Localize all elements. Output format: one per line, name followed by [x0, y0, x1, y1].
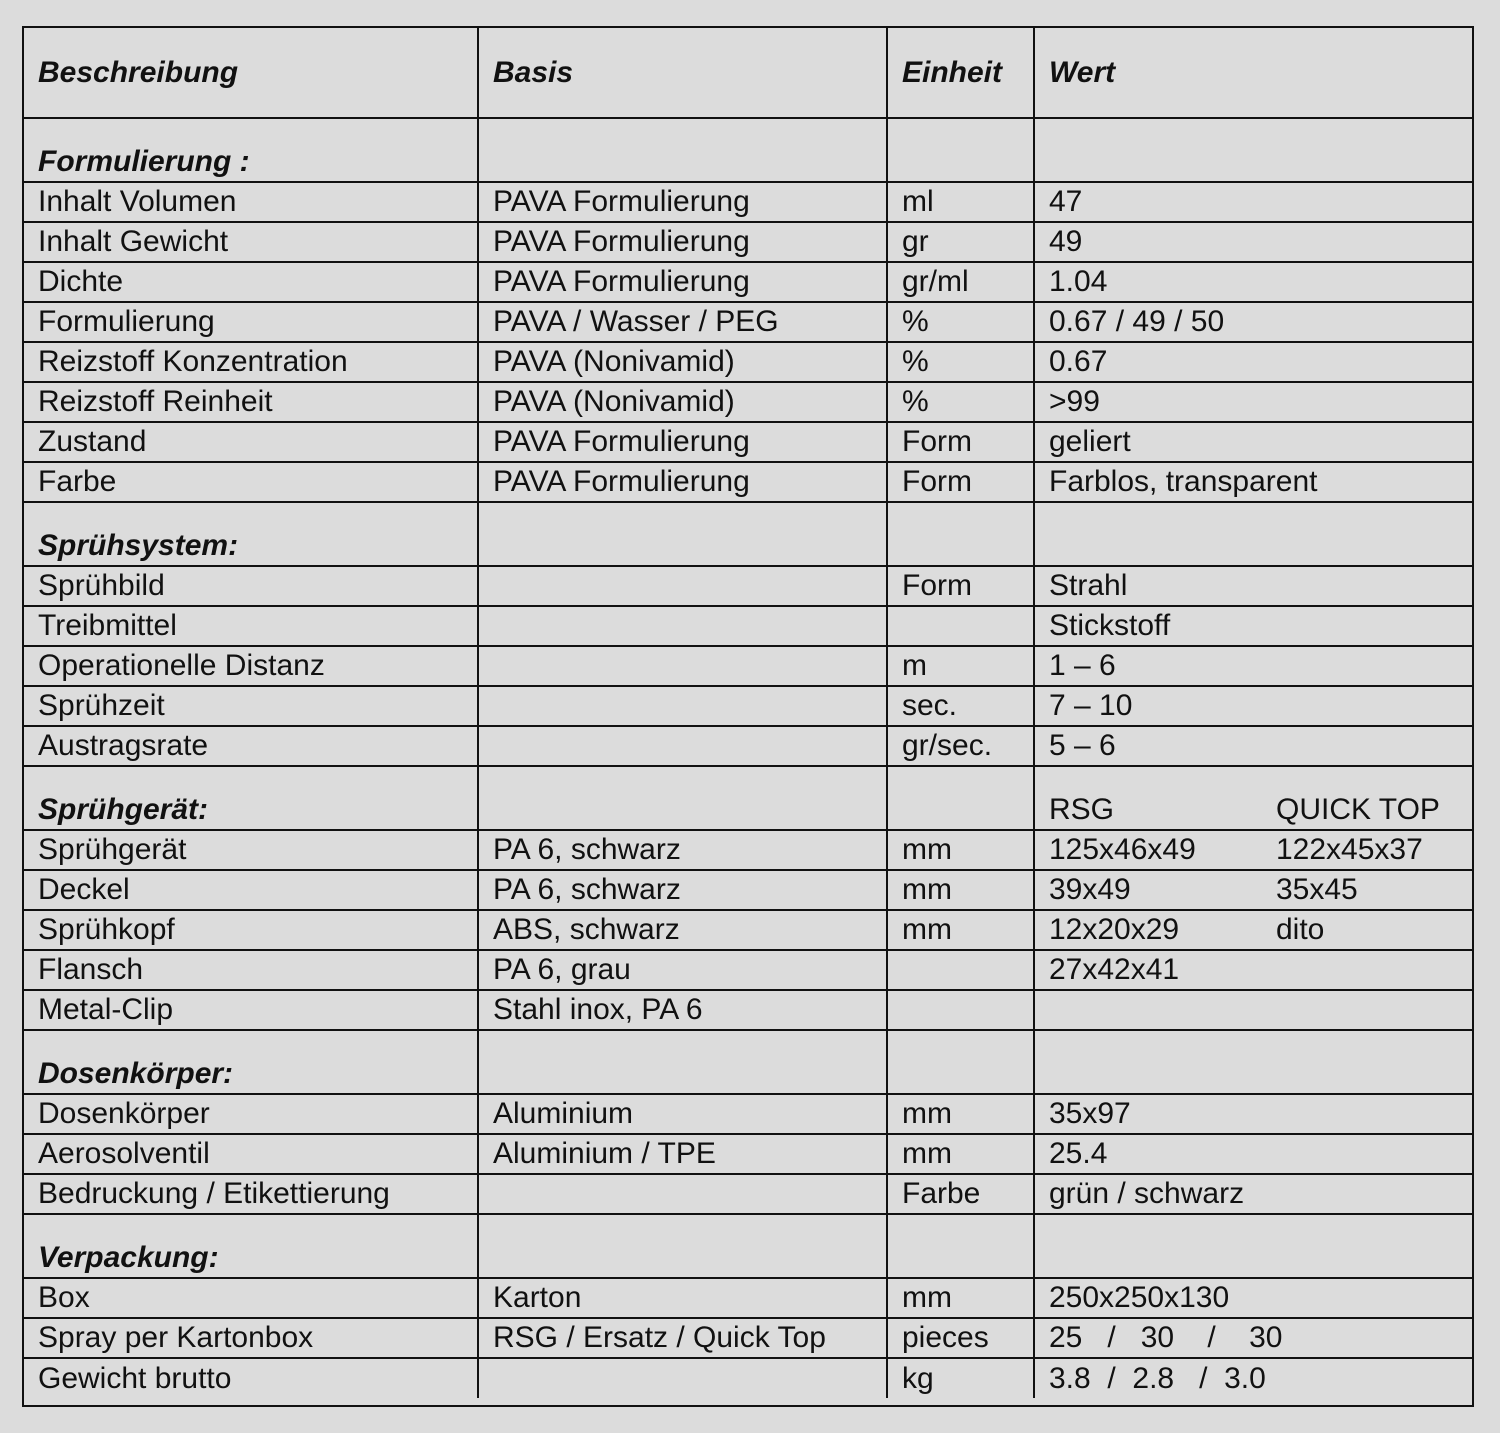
cell-einheit: gr	[887, 222, 1034, 262]
cell-beschreibung: Sprühkopf	[24, 910, 478, 950]
cell-beschreibung: Sprühbild	[24, 566, 478, 606]
cell-beschreibung: Inhalt Gewicht	[24, 222, 478, 262]
value-quick-top: 35x45	[1276, 873, 1358, 906]
cell-basis: PAVA Formulierung	[478, 222, 887, 262]
cell-wert: geliert	[1034, 422, 1474, 462]
table-row	[24, 342, 1474, 382]
cell-basis: PA 6, grau	[478, 950, 887, 990]
cell-beschreibung: Dichte	[24, 262, 478, 302]
cell-beschreibung: Spray per Kartonbox	[24, 1318, 478, 1358]
cell-wert	[1034, 830, 1474, 870]
cell-wert: 1.04	[1034, 262, 1474, 302]
cell-beschreibung: Inhalt Volumen	[24, 182, 478, 222]
cell-basis: PAVA Formulierung	[478, 182, 887, 222]
cell-einheit: %	[887, 382, 1034, 422]
table-row	[24, 422, 1474, 462]
cell-basis	[478, 1174, 887, 1214]
cell-basis: PAVA (Nonivamid)	[478, 382, 887, 422]
cell-basis	[478, 726, 887, 766]
cell-wert: Farblos, transparent	[1034, 462, 1474, 502]
cell-einheit	[887, 950, 1034, 990]
table-row	[24, 566, 1474, 606]
cell-beschreibung: Austragsrate	[24, 726, 478, 766]
specification-table-container	[22, 26, 1474, 1407]
cell-beschreibung: Bedruckung / Etikettierung	[24, 1174, 478, 1214]
value-rsg: 39x49	[1049, 873, 1131, 906]
table-row	[24, 462, 1474, 502]
section-title: Formulierung :	[24, 118, 478, 182]
cell-einheit: %	[887, 342, 1034, 382]
cell-einheit: mm	[887, 1278, 1034, 1318]
table-row	[24, 1174, 1474, 1214]
cell-wert: 5 – 6	[1034, 726, 1474, 766]
section-row-spruehgeraet	[24, 766, 1474, 830]
cell-wert: 0.67	[1034, 342, 1474, 382]
cell-wert: 250x250x130	[1034, 1278, 1474, 1318]
cell-basis: PAVA Formulierung	[478, 422, 887, 462]
cell-beschreibung: Treibmittel	[24, 606, 478, 646]
value-rsg: 12x20x29	[1049, 913, 1180, 946]
cell-basis: Aluminium / TPE	[478, 1134, 887, 1174]
cell-einheit: mm	[887, 910, 1034, 950]
cell-beschreibung: Aerosolventil	[24, 1134, 478, 1174]
specification-table	[24, 28, 1474, 1398]
cell-basis: Aluminium	[478, 1094, 887, 1134]
cell-einheit: gr/ml	[887, 262, 1034, 302]
table-row	[24, 1358, 1474, 1398]
header-wert: Wert	[1034, 28, 1474, 118]
table-row	[24, 1278, 1474, 1318]
cell-einheit: mm	[887, 1094, 1034, 1134]
table-row	[24, 646, 1474, 686]
cell-einheit: ml	[887, 182, 1034, 222]
table-row	[24, 222, 1474, 262]
cell-basis: PA 6, schwarz	[478, 870, 887, 910]
header-beschreibung: Beschreibung	[24, 28, 478, 118]
cell-wert: 35x97	[1034, 1094, 1474, 1134]
cell-einheit: Form	[887, 462, 1034, 502]
cell-einheit	[887, 606, 1034, 646]
cell-beschreibung: Gewicht brutto	[24, 1358, 478, 1398]
table-row	[24, 726, 1474, 766]
cell-wert: Strahl	[1034, 566, 1474, 606]
section-row-spruehsystem	[24, 502, 1474, 566]
cell-beschreibung: Sprühgerät	[24, 830, 478, 870]
table-row	[24, 606, 1474, 646]
table-row	[24, 182, 1474, 222]
value-rsg: 27x42x41	[1049, 953, 1180, 986]
cell-einheit: mm	[887, 870, 1034, 910]
table-row	[24, 686, 1474, 726]
cell-wert	[1034, 870, 1474, 910]
section-row-dosenkoerper	[24, 1030, 1474, 1094]
cell-einheit: mm	[887, 1134, 1034, 1174]
table-row	[24, 302, 1474, 342]
cell-wert: grün / schwarz	[1034, 1174, 1474, 1214]
section-title: Verpackung:	[24, 1214, 478, 1278]
cell-wert	[1034, 950, 1474, 990]
table-row	[24, 910, 1474, 950]
cell-einheit: mm	[887, 830, 1034, 870]
table-row	[24, 950, 1474, 990]
cell-einheit: m	[887, 646, 1034, 686]
header-basis: Basis	[478, 28, 887, 118]
cell-beschreibung: Operationelle Distanz	[24, 646, 478, 686]
cell-basis	[478, 1358, 887, 1398]
cell-einheit: Farbe	[887, 1174, 1034, 1214]
cell-einheit: %	[887, 302, 1034, 342]
cell-basis: PA 6, schwarz	[478, 830, 887, 870]
cell-beschreibung: Zustand	[24, 422, 478, 462]
cell-basis: PAVA Formulierung	[478, 262, 887, 302]
cell-einheit: sec.	[887, 686, 1034, 726]
section-title: Dosenkörper:	[24, 1030, 478, 1094]
section-row-verpackung	[24, 1214, 1474, 1278]
cell-wert: 25.4	[1034, 1134, 1474, 1174]
section-title: Sprühsystem:	[24, 502, 478, 566]
section-row-formulierung	[24, 118, 1474, 182]
cell-basis: Karton	[478, 1278, 887, 1318]
cell-beschreibung: Box	[24, 1278, 478, 1318]
cell-einheit: gr/sec.	[887, 726, 1034, 766]
cell-wert: 49	[1034, 222, 1474, 262]
cell-beschreibung: Formulierung	[24, 302, 478, 342]
table-row	[24, 262, 1474, 302]
cell-basis	[478, 686, 887, 726]
subheader-rsg: RSG	[1049, 793, 1115, 826]
cell-basis	[478, 566, 887, 606]
cell-beschreibung: Metal-Clip	[24, 990, 478, 1030]
cell-wert-subheader	[1034, 766, 1474, 830]
table-row	[24, 870, 1474, 910]
cell-beschreibung: Reizstoff Konzentration	[24, 342, 478, 382]
cell-einheit	[887, 990, 1034, 1030]
cell-wert	[1034, 910, 1474, 950]
value-rsg: 125x46x49	[1049, 833, 1196, 866]
cell-wert: 25 / 30 / 30	[1034, 1318, 1474, 1358]
cell-basis	[478, 646, 887, 686]
cell-einheit: Form	[887, 422, 1034, 462]
cell-beschreibung: Reizstoff Reinheit	[24, 382, 478, 422]
subheader-quick-top: QUICK TOP	[1276, 793, 1440, 826]
table-row	[24, 1318, 1474, 1358]
header-einheit: Einheit	[887, 28, 1034, 118]
cell-wert: Stickstoff	[1034, 606, 1474, 646]
cell-wert: 0.67 / 49 / 50	[1034, 302, 1474, 342]
cell-einheit: kg	[887, 1358, 1034, 1398]
cell-wert: 3.8 / 2.8 / 3.0	[1034, 1358, 1474, 1398]
cell-wert: 1 – 6	[1034, 646, 1474, 686]
cell-basis: ABS, schwarz	[478, 910, 887, 950]
cell-basis: PAVA / Wasser / PEG	[478, 302, 887, 342]
table-row	[24, 1094, 1474, 1134]
cell-basis: PAVA (Nonivamid)	[478, 342, 887, 382]
value-quick-top: 122x45x37	[1276, 833, 1423, 866]
cell-beschreibung: Sprühzeit	[24, 686, 478, 726]
cell-einheit: Form	[887, 566, 1034, 606]
cell-basis: PAVA Formulierung	[478, 462, 887, 502]
value-quick-top: dito	[1276, 913, 1325, 946]
cell-beschreibung: Deckel	[24, 870, 478, 910]
cell-wert: 47	[1034, 182, 1474, 222]
section-title: Sprühgerät:	[24, 766, 478, 830]
cell-beschreibung: Flansch	[24, 950, 478, 990]
cell-wert: >99	[1034, 382, 1474, 422]
cell-beschreibung: Dosenkörper	[24, 1094, 478, 1134]
table-row	[24, 382, 1474, 422]
cell-wert: 7 – 10	[1034, 686, 1474, 726]
cell-einheit: pieces	[887, 1318, 1034, 1358]
table-row	[24, 990, 1474, 1030]
cell-basis	[478, 606, 887, 646]
cell-wert	[1034, 990, 1474, 1030]
table-row	[24, 830, 1474, 870]
cell-beschreibung: Farbe	[24, 462, 478, 502]
cell-basis: RSG / Ersatz / Quick Top	[478, 1318, 887, 1358]
cell-basis: Stahl inox, PA 6	[478, 990, 887, 1030]
table-row	[24, 1134, 1474, 1174]
header-row	[24, 28, 1474, 118]
